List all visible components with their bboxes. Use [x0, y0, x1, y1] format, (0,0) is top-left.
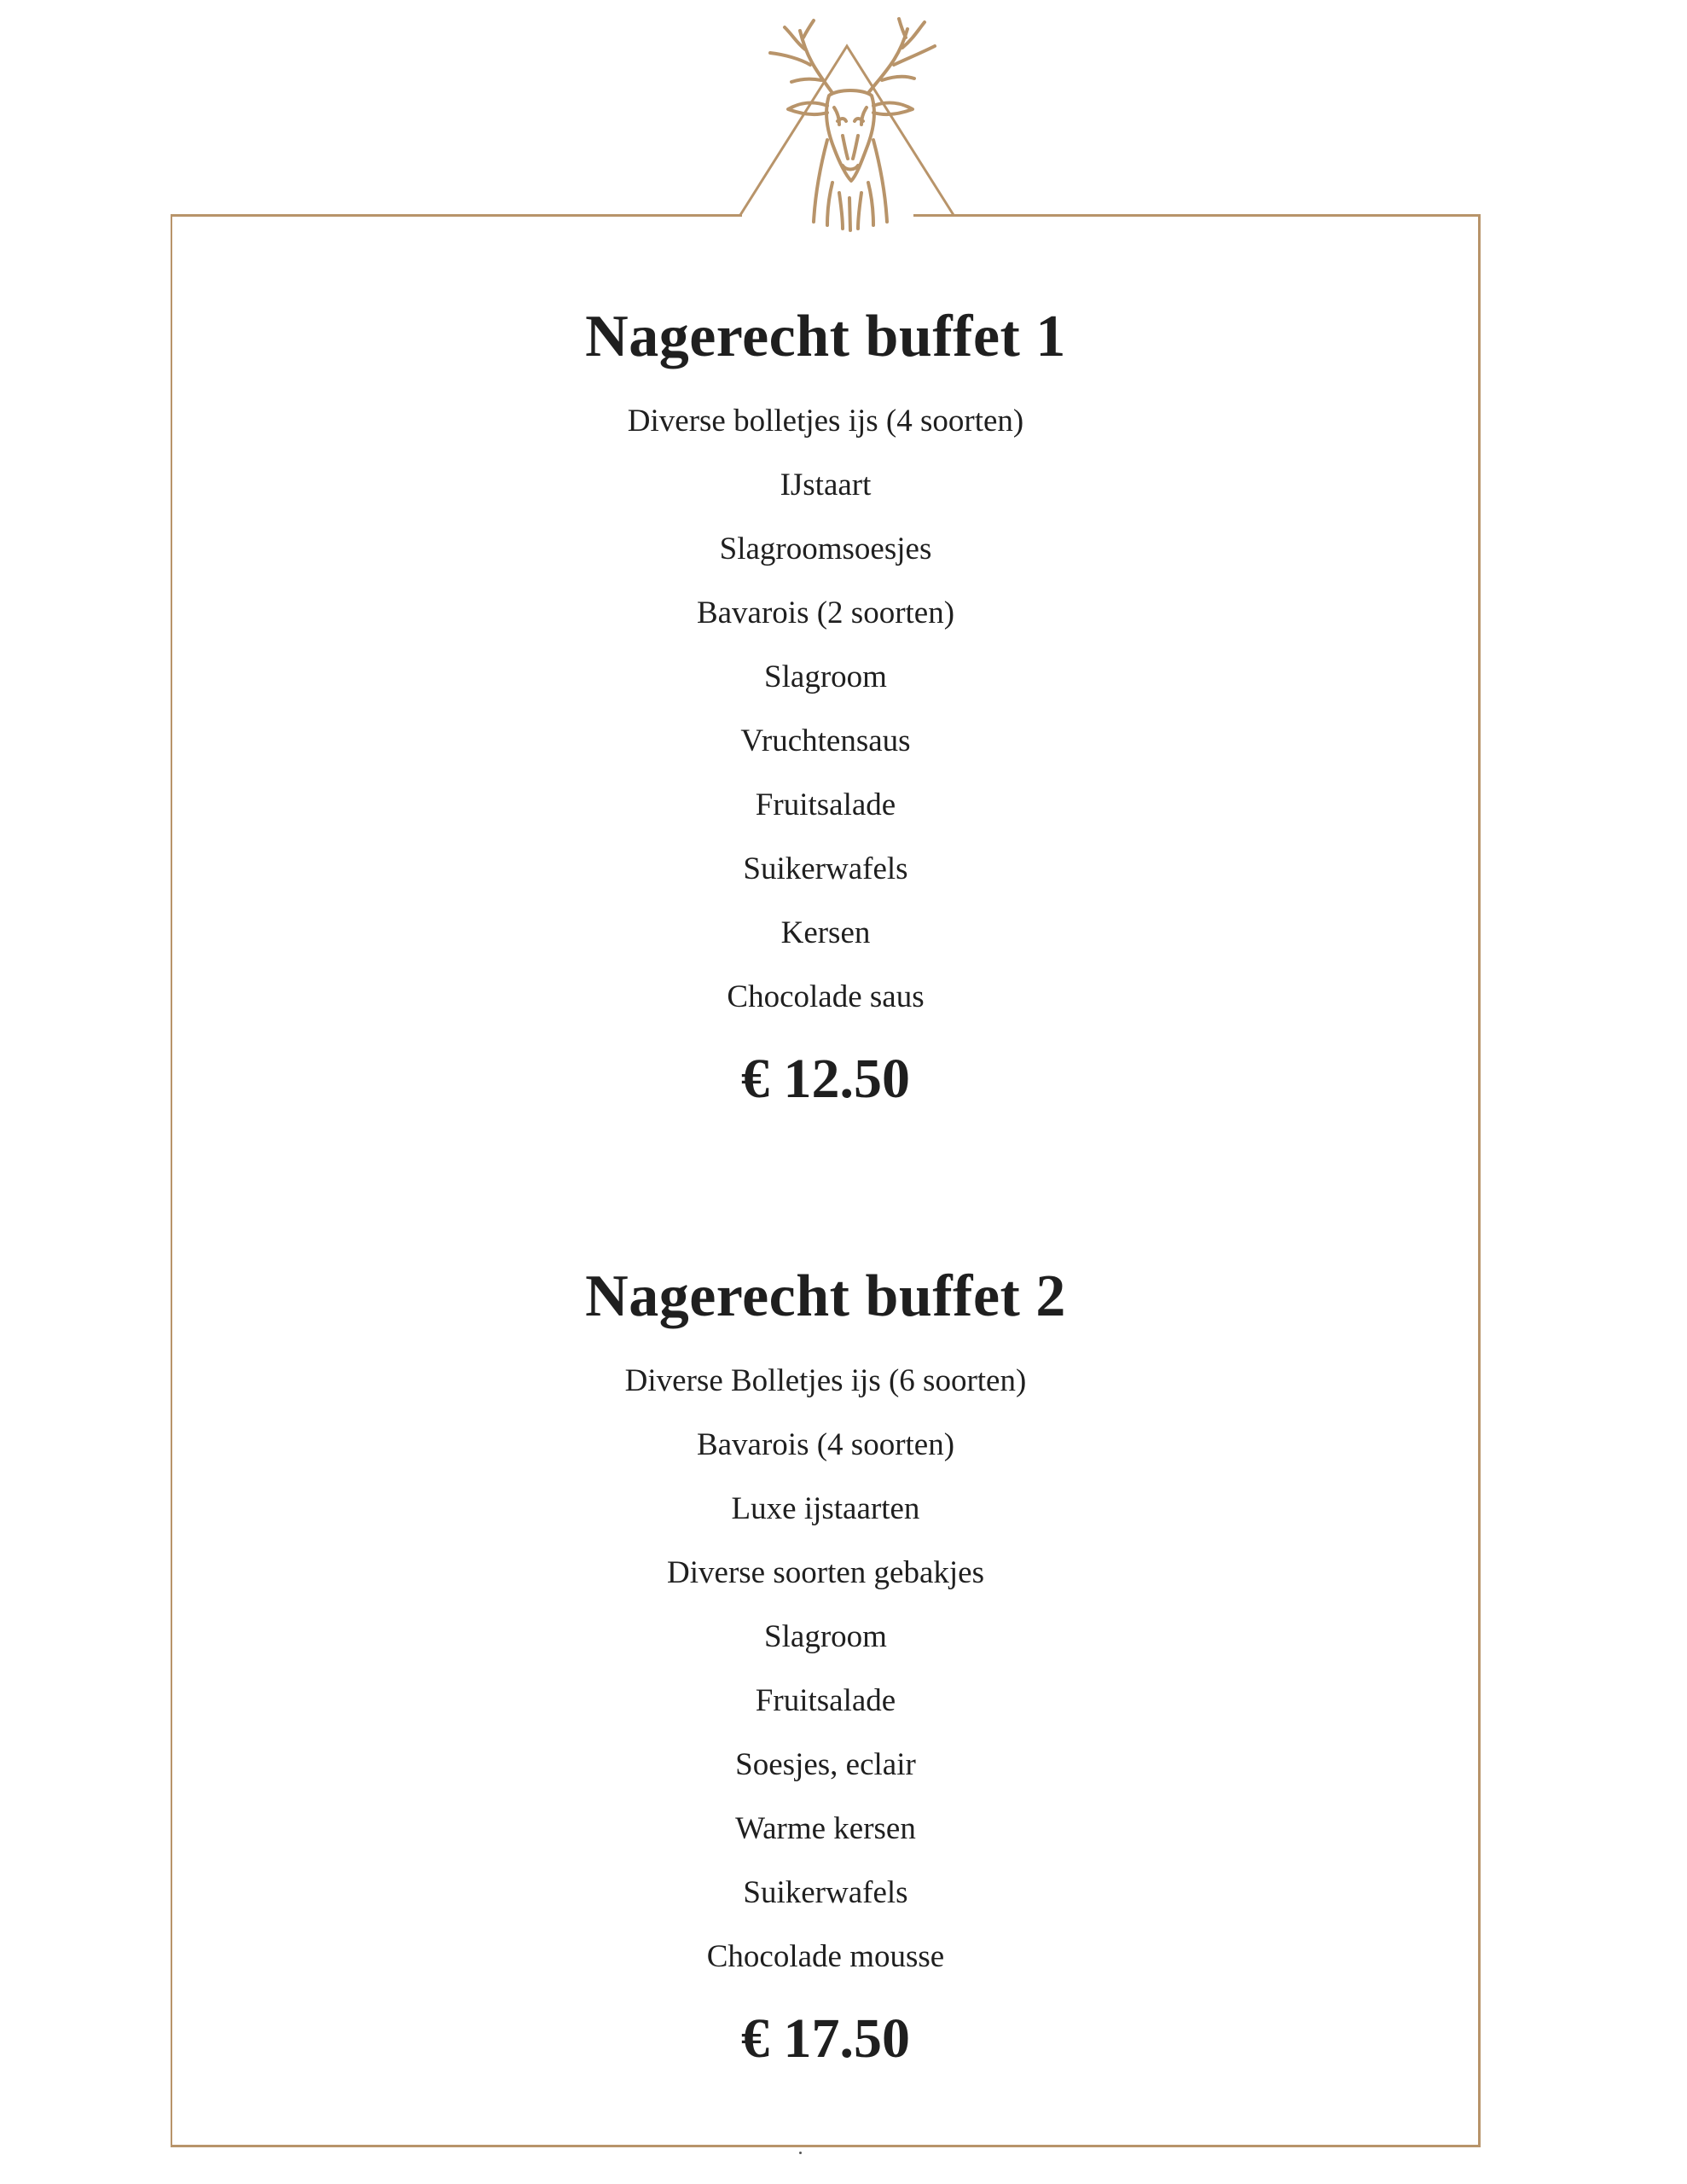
menu-item: Slagroom [764, 1619, 887, 1654]
section-price: € 17.50 [741, 2007, 910, 2070]
menu-section-2 [171, 1250, 1481, 2086]
menu-item: Slagroomsoesjes [719, 531, 932, 566]
menu-item: Suikerwafels [743, 1875, 908, 1910]
section-title: Nagerecht buffet 1 [585, 304, 1066, 369]
menu-item: Soesjes, eclair [735, 1747, 916, 1782]
menu-item: IJstaart [780, 468, 872, 502]
menu-item: Vruchtensaus [740, 723, 911, 758]
menu-content [171, 290, 1481, 2086]
section-price: € 12.50 [741, 1048, 910, 1110]
menu-item: Slagroom [764, 659, 887, 694]
menu-item: Bavarois (2 soorten) [696, 595, 955, 630]
menu-item: Fruitsalade [755, 1683, 896, 1718]
menu-item: Diverse soorten gebakjes [667, 1555, 984, 1590]
menu-item: Suikerwafels [743, 851, 908, 886]
stag-head-icon [732, 12, 962, 235]
menu-item: Luxe ijstaarten [731, 1491, 920, 1526]
menu-item: Bavarois (4 soorten) [696, 1427, 955, 1462]
menu-item: Kersen [780, 915, 871, 950]
menu-item: Warme kersen [735, 1811, 916, 1846]
menu-item: Diverse bolletjes ijs (4 soorten) [627, 404, 1024, 439]
menu-item: Chocolade mousse [706, 1939, 945, 1974]
menu-item: Chocolade saus [727, 979, 925, 1014]
menu-section-1 [171, 290, 1481, 1126]
menu-item: Diverse Bolletjes ijs (6 soorten) [624, 1363, 1027, 1398]
menu-item: Fruitsalade [755, 787, 896, 822]
section-title: Nagerecht buffet 2 [585, 1263, 1066, 1329]
scan-speck [799, 2152, 802, 2154]
